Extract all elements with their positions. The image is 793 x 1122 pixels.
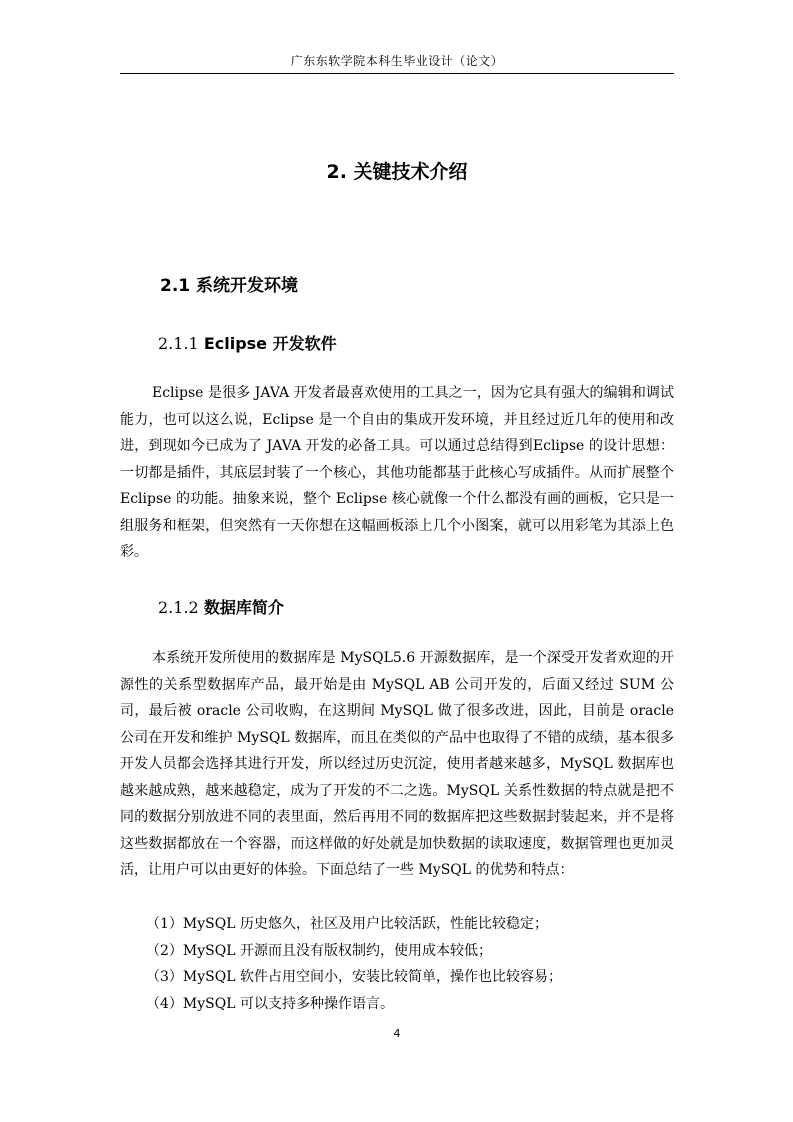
page-header: 广东东软学院本科生毕业设计（论文） [290,54,504,68]
list-item: （4）MySQL 可以支持多种操作语言。 [146,995,394,1012]
subsection-heading-eclipse [158,331,337,354]
chapter-title: 2. 关键技术介绍 [326,161,468,183]
mysql-features-list [146,911,686,1017]
page-number: 4 [393,1027,401,1040]
subsection-title: 数据库简介 [203,598,284,617]
subsection-title: Eclipse 开发软件 [203,334,337,353]
subsection-heading-database [158,595,284,618]
header-rule [120,73,674,74]
list-item: （1）MySQL 历史悠久，社区及用户比较活跃，性能比较稳定； [146,916,548,932]
subsection-number: 2.1.2 [158,598,199,617]
section-heading: 2.1 系统开发环境 [160,276,299,296]
subsection-number: 2.1.1 [158,334,199,353]
paragraph-eclipse: Eclipse 是很多 JAVA 开发者最喜欢使用的工具之一，因为它具有强大的编辑和调试能力，也可以这么说，Eclipse 是一个自由的集成开发环境，并且经过近几年的使用和改进，到现如今已成为了 JAVA 开发的必备工具。可以通过总结得到Eclipse 的设计思想：一切都是插件，其底层封装了一个核心，其他功能都基于此核心写成插件。从而扩展整个 Eclipse 的功能。抽象来说，整个 Eclipse 核心就像一个什么都没有画的画板，它只是一组服务和框架，但突然有一天你想在这幅画板添上几个小图案，就可以用彩笔为其添上色彩。 [120,385,674,560]
list-item: （2）MySQL 开源而且没有版权制约，使用成本较低； [146,942,492,959]
list-item: （3）MySQL 软件占用空间小，安装比较简单，操作也比较容易； [146,969,562,985]
paragraph-database: 本系统开发所使用的数据库是 MySQL5.6 开源数据库，是一个深受开发者欢迎的开源性的关系型数据库产品，最开始是由 MySQL AB 公司开发的，后面又经过 SUM 公司，最后被 oracle 公司收购，在这期间 MySQL 做了很多改进，因此，目前是 oracle 公司在开发和维护 MySQL 数据库，而且在类似的产品中也取得了不错的成绩，基本很多开发人员都会选择其进行开发，所以经过历史沉淀，使用者越来越多，MySQL 数据库也越来越成熟，越来越稳定，成为了开发的不二之选。MySQL 关系性数据的特点就是把不同的数据分别放进不同的表里面，然后再用不同的数据库把这些数据封装起来，并不是将这些数据都放在一个容器，而这样做的好处就是加快数据的读取速度，数据管理也更加灵活，让用户可以由更好的体验。下面总结了一些 MySQL 的优势和特点： [120,650,674,878]
